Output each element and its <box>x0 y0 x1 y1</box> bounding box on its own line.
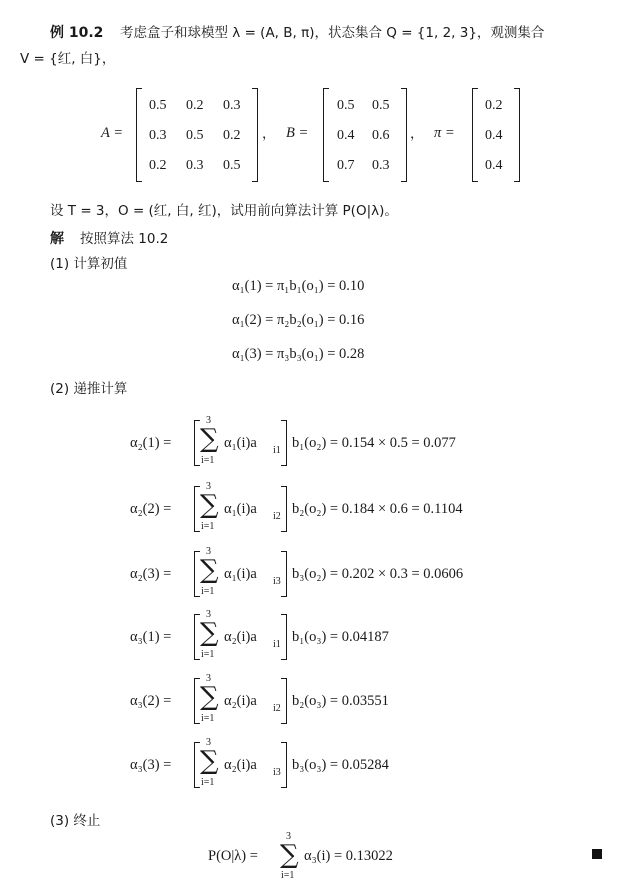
recursion-rhs: b₂(o₂) = 0.184 × 0.6 = 0.1104 <box>292 501 463 517</box>
sigma-icon: ∑ <box>200 424 219 454</box>
recursion-lhs: α₃(3) = <box>130 757 172 773</box>
recursion-rhs: b₃(o₂) = 0.202 × 0.3 = 0.0606 <box>292 566 464 582</box>
separator: ， <box>410 126 424 142</box>
sum-lower: i=1 <box>201 713 215 724</box>
sum-term: α₂(i)a <box>224 629 257 645</box>
sum-upper: 3 <box>206 609 211 620</box>
sigma-icon: ∑ <box>200 746 219 776</box>
sigma-icon: ∑ <box>280 840 299 870</box>
solution-label: 解 <box>50 231 64 247</box>
sum-term: α₁(i)a <box>224 435 257 451</box>
matrix-cell: 0.6 <box>372 128 390 143</box>
solution-intro: 按照算法 10.2 <box>80 231 169 247</box>
recursion-rhs: b₃(o₃) = 0.05284 <box>292 757 389 773</box>
sum-upper: 3 <box>206 415 211 426</box>
end-of-proof-icon <box>592 849 602 859</box>
pi-label: π = <box>434 125 455 141</box>
pi-vector <box>472 88 520 182</box>
sum-upper: 3 <box>206 673 211 684</box>
example-label: 例 10.2 <box>50 25 104 41</box>
separator: ， <box>262 126 276 142</box>
sum-lower: i=1 <box>201 521 215 532</box>
matrix-cell: 0.3 <box>149 128 167 143</box>
matrix-cell: 0.5 <box>337 98 355 113</box>
sum-subscript: i2 <box>273 511 281 522</box>
sum-lower: i=1 <box>281 870 295 881</box>
step2-title: (2) 递推计算 <box>50 381 128 397</box>
recursion-lhs: α₂(3) = <box>130 566 172 582</box>
matrix-cell: 0.5 <box>186 128 204 143</box>
sum-upper: 3 <box>286 831 291 842</box>
matrix-cell: 0.2 <box>223 128 241 143</box>
sigma-icon: ∑ <box>200 618 219 648</box>
final-lhs: P(O|λ) = <box>208 848 258 864</box>
sum-upper: 3 <box>206 481 211 492</box>
matrix-cell: 0.5 <box>149 98 167 113</box>
sigma-icon: ∑ <box>200 555 219 585</box>
matrix-a <box>136 88 258 182</box>
matrix-b-label: B = <box>286 125 309 141</box>
matrix-cell: 0.5 <box>372 98 390 113</box>
sigma-icon: ∑ <box>200 682 219 712</box>
sum-lower: i=1 <box>201 586 215 597</box>
recursion-lhs: α₃(1) = <box>130 629 172 645</box>
matrix-cell: 0.3 <box>186 158 204 173</box>
sigma-icon: ∑ <box>200 490 219 520</box>
recursion-rhs: b₂(o₃) = 0.03551 <box>292 693 389 709</box>
recursion-rhs: b₁(o₃) = 0.04187 <box>292 629 389 645</box>
sum-term: α₂(i)a <box>224 693 257 709</box>
problem-statement: 设 T = 3，O = (红, 白, 红)，试用前向算法计算 P(O|λ)。 <box>50 203 398 219</box>
matrix-a-label: A = <box>101 125 124 141</box>
sum-lower: i=1 <box>201 455 215 466</box>
sum-upper: 3 <box>206 546 211 557</box>
sum-lower: i=1 <box>201 777 215 788</box>
matrix-cell: 0.4 <box>485 158 503 173</box>
init-eq-2: α₁(2) = π₂b₂(o₁) = 0.16 <box>232 312 365 328</box>
matrix-cell: 0.3 <box>372 158 390 173</box>
matrix-cell: 0.4 <box>485 128 503 143</box>
sum-subscript: i3 <box>273 576 281 587</box>
matrix-b <box>323 88 407 182</box>
sum-lower: i=1 <box>201 649 215 660</box>
example-line-1: 考虑盒子和球模型 λ = (A, B, π)，状态集合 Q = {1, 2, 3}，观测集合 <box>120 25 545 41</box>
sum-subscript: i1 <box>273 639 281 650</box>
example-line-2: V = {红, 白}， <box>20 51 116 67</box>
matrix-cell: 0.2 <box>186 98 204 113</box>
matrix-cell: 0.2 <box>149 158 167 173</box>
recursion-lhs: α₂(2) = <box>130 501 172 517</box>
step3-title: (3) 终止 <box>50 813 101 829</box>
matrix-cell: 0.5 <box>223 158 241 173</box>
matrix-cell: 0.2 <box>485 98 503 113</box>
recursion-lhs: α₃(2) = <box>130 693 172 709</box>
recursion-lhs: α₂(1) = <box>130 435 172 451</box>
final-sum: α₃(i) = 0.13022 <box>304 848 393 864</box>
matrix-cell: 0.3 <box>223 98 241 113</box>
sum-upper: 3 <box>206 737 211 748</box>
sum-subscript: i2 <box>273 703 281 714</box>
init-eq-3: α₁(3) = π₃b₃(o₁) = 0.28 <box>232 346 365 362</box>
step1-title: (1) 计算初值 <box>50 256 128 272</box>
matrix-cell: 0.7 <box>337 158 355 173</box>
matrix-cell: 0.4 <box>337 128 355 143</box>
recursion-rhs: b₁(o₂) = 0.154 × 0.5 = 0.077 <box>292 435 456 451</box>
init-eq-1: α₁(1) = π₁b₁(o₁) = 0.10 <box>232 278 365 294</box>
sum-subscript: i3 <box>273 767 281 778</box>
sum-term: α₂(i)a <box>224 757 257 773</box>
sum-term: α₁(i)a <box>224 566 257 582</box>
sum-subscript: i1 <box>273 445 281 456</box>
sum-term: α₁(i)a <box>224 501 257 517</box>
